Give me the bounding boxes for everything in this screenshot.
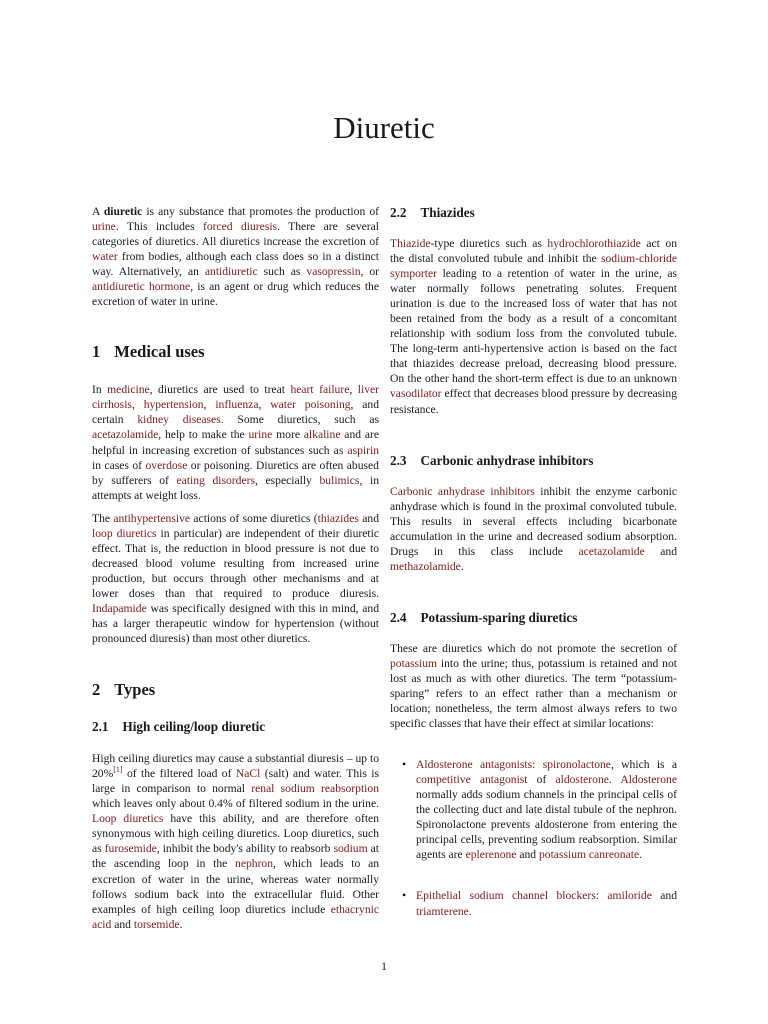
- list-item: • Aldosterone antagonists: spironolactone, which is a competitive antagonist of aldosterone. Aldosterone normally adds sodium channels in the principal cells of the collecting duct and late distal tubule of the nephron. Spironolactone prevents aldosterone from entering the principal cells, preventing sodium reabsorption. Similar agents are eplerenone and potassium canreonate.: [402, 757, 678, 862]
- page-number: 1: [381, 960, 387, 973]
- left-column: [92, 204, 379, 940]
- potassium-sparing-paragraph: These are diuretics which do not promote the secretion of potassium into the urine; thus, potassium is retained and not lost as much as with other diuretics. The term “potassium-sparing” refers to an effect rather than a mechanism or location; nonetheless, the term almost always refers to two specific classes that have their effect at similar locations:: [390, 641, 677, 731]
- link-potassium-canreonate[interactable]: potassium canreonate: [538, 848, 640, 862]
- link-eplerenone[interactable]: eplerenone: [465, 848, 517, 862]
- link-urine-2[interactable]: urine: [248, 428, 273, 442]
- link-amiloride[interactable]: amiloride: [607, 889, 652, 903]
- thiazides-paragraph: Thiazide-type diuretics such as hydrochlorothiazide act on the distal convoluted tubule and inhibit the sodium-chloride symporter leading to a retention of water in the urine, as water normally follows penetrating solutes. Frequent urination is due to the increased loss of water that has not been retained from the body as a result of a concomitant relationship with sodium loss from the convoluted tubule. The long-term anti-hypertensive action is based on the fact that thiazides decrease preload, decreasing blood pressure. On the other hand the short-term effect is due to an unknown vasodilator effect that decreases blood pressure by decreasing resistance.: [390, 237, 678, 416]
- link-triamterene[interactable]: triamterene: [416, 904, 469, 918]
- link-furosemide[interactable]: furosemide: [104, 842, 157, 856]
- link-competitive-antagonist[interactable]: competitive antagonist: [416, 773, 528, 787]
- link-urine[interactable]: urine: [92, 220, 116, 234]
- link-aldosterone-antagonists[interactable]: Aldosterone antagonists: [416, 758, 533, 772]
- link-nacl[interactable]: NaCl: [235, 767, 261, 781]
- link-liver-cirrhosis[interactable]: liver cirrhosis: [92, 383, 379, 412]
- link-acetazolamide[interactable]: acetazolamide: [92, 428, 159, 442]
- link-loop-diuretics-2[interactable]: Loop diuretics: [92, 812, 164, 826]
- bullet-icon: •: [402, 888, 407, 903]
- link-heart-failure[interactable]: heart failure: [290, 383, 350, 397]
- link-water[interactable]: water: [92, 250, 118, 264]
- link-aldosterone[interactable]: aldosterone: [555, 773, 609, 787]
- heading-types: 2 Types: [92, 680, 156, 700]
- heading-thiazides: 2.2 Thiazides: [390, 205, 475, 220]
- link-acetazolamide-2[interactable]: acetazolamide: [578, 544, 645, 558]
- link-alkaline[interactable]: alkaline: [303, 428, 341, 442]
- link-kidney-diseases[interactable]: kidney diseases: [137, 413, 221, 427]
- link-hypertension[interactable]: hypertension: [143, 398, 204, 412]
- link-indapamide[interactable]: Indapamide: [92, 601, 147, 615]
- right-column: [390, 204, 677, 919]
- carbonic-anhydrase-paragraph: Carbonic anhydrase inhibitors inhibit the enzyme carbonic anhydrase which is found in the proximal convoluted tubule. This results in several effects including bicarbonate accumulation in the urine and decreased sodium absorption. Drugs in this class include acetazolamide and methazolamide.: [390, 484, 678, 573]
- page-title: Diuretic: [333, 110, 435, 145]
- link-spironolactone[interactable]: spironolactone: [542, 758, 611, 772]
- link-torsemide[interactable]: torsemide: [133, 917, 180, 931]
- link-vasodilator[interactable]: vasodilator: [390, 387, 442, 401]
- link-eating-disorders[interactable]: eating disorders: [176, 473, 255, 487]
- heading-carbonic-anhydrase: 2.3 Carbonic anhydrase inhibitors: [390, 452, 594, 468]
- high-ceiling-paragraph: High ceiling diuretics may cause a substantial diuresis – up to 20%[1] of the filtered load of NaCl (salt) and water. This is large in comparison to normal renal sodium reabsorption which leaves only about 0.4% of filtered sodium in the urine. Loop diuretics have this ability, and are therefore often synonymous with high ceiling diuretics. Loop diuretics, such as furosemide, inhibit the body's ability to reabsorb sodium at the ascending loop in the nephron, which leads to an excretion of water in the urine, whereas water normally follows sodium back into the extracellular fluid. Other examples of high ceiling loop diuretics include ethacrynic acid and torsemide.: [92, 752, 380, 931]
- link-bulimics[interactable]: bulimics: [319, 473, 360, 487]
- link-thiazide[interactable]: Thiazide: [390, 237, 431, 250]
- link-sodium-chloride-symporter[interactable]: sodium-chloride symporter: [390, 252, 677, 281]
- citation-1[interactable]: [1]: [113, 765, 123, 775]
- link-hydrochlorothiazide[interactable]: hydrochlorothiazide: [547, 237, 641, 250]
- potassium-sparing-list: [390, 757, 677, 918]
- link-nephron[interactable]: nephron: [235, 857, 274, 871]
- link-vasopressin[interactable]: vasopressin: [306, 265, 361, 279]
- link-thiazides[interactable]: thiazides: [317, 511, 359, 525]
- link-ethacrynic-acid[interactable]: ethacrynic acid: [92, 902, 379, 931]
- link-methazolamide[interactable]: methazolamide: [390, 559, 461, 573]
- link-antidiuretic-hormone[interactable]: antidiuretic hormone: [92, 280, 191, 294]
- heading-potassium-sparing: 2.4 Potassium-sparing diuretics: [390, 609, 578, 625]
- link-medicine[interactable]: medicine: [107, 383, 150, 397]
- intro-paragraph: A diuretic is any substance that promotes the production of urine. This includes forced diuresis. There are several categories of diuretics. All diuretics increase the excretion of water from bodies, although each class does so in a distinct way. Alternatively, an antidiuretic such as vasopressin, or antidiuretic hormone, is an agent or drug which reduces the excretion of water in urine.: [92, 205, 380, 309]
- link-forced-diuresis[interactable]: forced diuresis: [202, 220, 278, 234]
- link-influenza[interactable]: influenza: [215, 398, 259, 412]
- heading-medical-uses: 1 Medical uses: [92, 342, 205, 362]
- link-antidiuretic[interactable]: antidiuretic: [204, 265, 258, 279]
- link-potassium[interactable]: potassium: [390, 656, 438, 670]
- link-aspirin[interactable]: aspirin: [347, 443, 379, 457]
- medical-uses-paragraph-1: In medicine, diuretics are used to treat heart failure, liver cirrhosis, hypertension, influenza, water poisoning, and certain kidney diseases. Some diuretics, such as acetazolamide, help to make the urine more alkaline and are helpful in increasing excretion of substances such as aspirin in cases of overdose or poisoning. Diuretics are often abused by sufferers of eating disorders, especially bulimics, in attempts at weight loss.: [92, 383, 380, 502]
- link-renal-sodium-reabsorption[interactable]: renal sodium reabsorption: [251, 782, 379, 796]
- link-epithelial-sodium-channel-blockers[interactable]: Epithelial sodium channel blockers: [416, 889, 596, 903]
- term-diuretic: diuretic: [103, 205, 143, 218]
- link-carbonic-anhydrase-inhibitors[interactable]: Carbonic anhydrase inhibitors: [390, 484, 535, 498]
- link-aldosterone-2[interactable]: Aldosterone: [620, 773, 677, 787]
- link-antihypertensive[interactable]: antihypertensive: [113, 511, 191, 525]
- link-overdose[interactable]: overdose: [145, 458, 188, 472]
- heading-high-ceiling-loop: 2.1 High ceiling/loop diuretic: [92, 719, 266, 735]
- bullet-icon: •: [402, 757, 407, 772]
- link-sodium[interactable]: sodium: [333, 842, 368, 856]
- medical-uses-paragraph-2: The antihypertensive actions of some diuretics (thiazides and loop diuretics in particular) are independent of their diuretic effect. That is, the reduction in blood pressure is not due to decreased blood volume resulting from increased urine production, but occurs through other mechanisms and at lower doses than that required to produce diuresis. Indapamide was specifically designed with this in mind, and has a larger therapeutic window for hypertension (without pronounced diuresis) than most other diuretics.: [92, 511, 379, 646]
- link-loop-diuretics[interactable]: loop diuretics: [92, 526, 157, 540]
- list-item: • Epithelial sodium channel blockers: amiloride and triamterene.: [402, 888, 677, 918]
- link-water-poisoning[interactable]: water poisoning: [270, 398, 351, 412]
